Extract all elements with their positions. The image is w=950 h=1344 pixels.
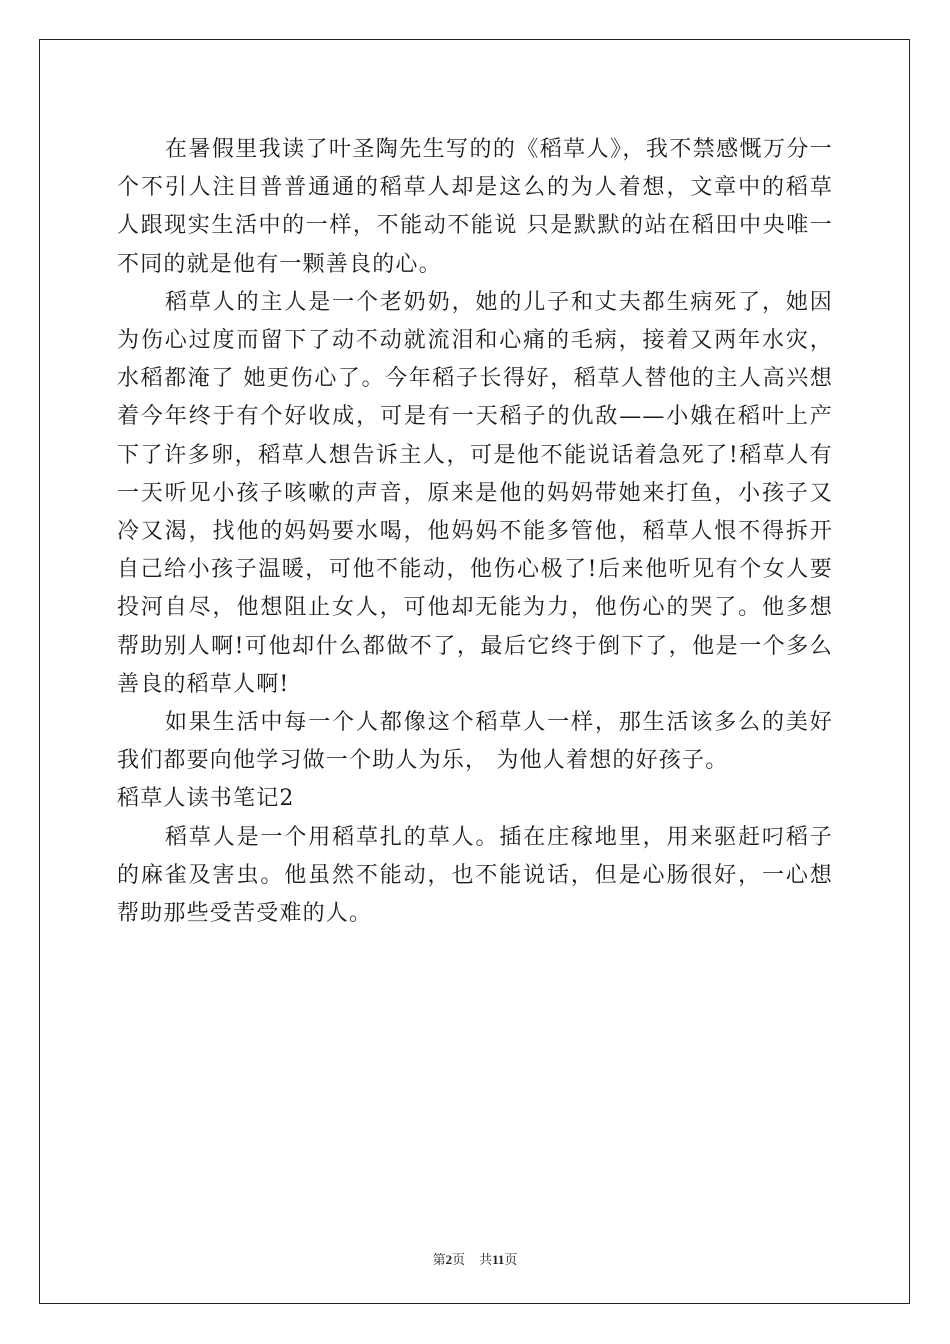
page-label-suffix: 页 [452,1252,466,1267]
total-label-prefix: 共 [479,1252,493,1267]
total-pages: 11 [492,1252,505,1267]
section-heading: 稻草人读书笔记2 [117,786,295,812]
paragraph-3: 如果生活中每一个人都像这个稻草人一样，那生活该多么的美好我们都要向他学习做一个助人为乐， 为他人着想的好孩子。 [117,710,833,774]
total-label-suffix: 页 [504,1252,518,1267]
page-number: 2 [445,1252,453,1267]
paragraph-1: 在暑假里我读了叶圣陶先生写的的《稻草人》，我不禁感慨万分一个不引人注目普普通通的稻草人却是这么的为人着想，文章中的稻草人跟现实生活中的一样，不能动不能说 只是默默的站在稻田中央唯一不同的就是他有一颗善良的心。 [117,137,833,277]
paragraph-4: 稻草人是一个用稻草扎的草人。插在庄稼地里，用来驱赶叼稻子的麻雀及害虫。他虽然不能动，也不能说话，但是心肠很好，一心想帮助那些受苦受难的人。 [117,824,833,927]
page-label-prefix: 第 [432,1252,446,1267]
document-body [117,131,833,933]
paragraph-2: 稻草人的主人是一个老奶奶，她的儿子和丈夫都生病死了，她因为伤心过度而留下了动不动就流泪和心痛的毛病，接着又两年水灾，水稻都淹了 她更伤心了。今年稻子长得好，稻草人替他的主人高兴想着今年终于有个好收成，可是有一天稻子的仇敌——小娥在稻叶上产下了许多卵，稻草人想告诉主人，可是他不能说话着急死了!稻草人有一天听见小孩子咳嗽的声音，原来是他的妈妈带她来打鱼，小孩子又冷又渴，找他的妈妈要水喝，他妈妈不能多管他，稻草人恨不得拆开自己给小孩子温暖，可他不能动，他伤心极了!后来他听见有个女人要投河自尽，他想阻止女人，可他却无能为力，他伤心的哭了。他多想帮助别人啊!可他却什么都做不了，最后它终于倒下了，他是一个多么善良的稻草人啊! [117,289,833,697]
page-footer [0,1249,950,1268]
